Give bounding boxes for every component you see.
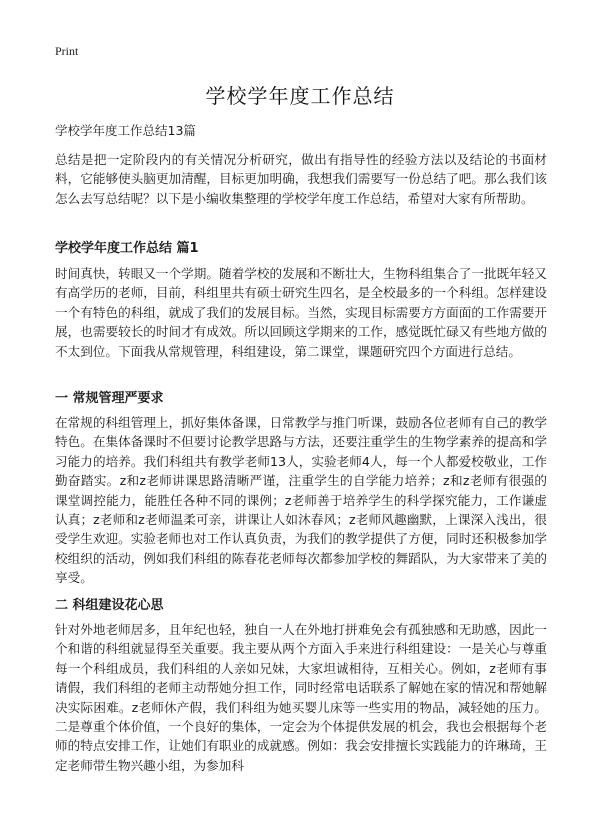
- document-title: 学校学年度工作总结: [205, 84, 395, 108]
- intro-paragraph: 总结是把一定阶段内的有关情况分析研究，做出有指导性的经验方法以及结论的书面材料，它能够使头脑更加清醒，目标更加明确，我想我们需要写一份总结了吧。那么我们该怎么去写总结呢？以下是小编收集整理的学校学年度工作总结，希望对大家有所帮助。: [55, 152, 547, 206]
- section-heading: 学校学年度工作总结 篇1: [55, 241, 199, 256]
- print-label[interactable]: Print: [55, 44, 79, 58]
- heading-routine-management: 一 常规管理严要求: [55, 391, 164, 406]
- heading-group-building: 二 科组建设花心思: [55, 598, 164, 613]
- document-subtitle: 学校学年度工作总结13篇: [55, 123, 196, 138]
- paragraph-group-building: 针对外地老师居多，且年纪也轻，独自一人在外地打拼难免会有孤独感和无助感，因此一个和谐的科组就显得至关重要。我主要从两个方面入手来进行科组建设：一是关心与尊重每一个科组成员，我们科组的人亲如兄妹，大家坦诚相待，互相关心。例如，z老师有事请假，我们科组的老师主动帮她分担工作，同时经常电话联系了解她在家的情况和帮她解决实际困难。z老师休产假，我们科组为她买婴儿床等一些实用的物品，减轻她的压力。二是尊重个体价值，一个良好的集体，一定会为个体提供发展的机会，我也会根据每个老师的特点安排工作，让她们有职业的成就感。例如：我会安排擅长实践能力的许琳琦，王定老师带生物兴趣小组，为参加科: [55, 622, 547, 773]
- paragraph-routine-management: 在常规的科组管理上，抓好集体备课，日常教学与推门听课，鼓励各位老师有自己的教学特色。在集体备课时不但要讨论教学思路与方法，还要注重学生的生物学素养的提高和学习能力的培养。我们科组共有教学老师13人，实验老师4人，每一个人都爱校敬业，工作勤奋踏实。z和z老师讲课思路清晰严谨，注重学生的自学能力培养；z和z老师有很强的课堂调控能力，能胜任各种不同的课例；z老师善于培养学生的科学探究能力，工作谦虚认真；z老师和z老师温柔可亲，讲课让人如沐春风；z老师风趣幽默，上课深入浅出，很受学生欢迎。实验老师也对工作认真负责，为我们的教学提供了方便，同时还积极参加学校组织的活动，例如我们科组的陈春花老师每次都参加学校的舞蹈队，为大家带来了美的享受。: [55, 415, 547, 586]
- section-paragraph: 时间真快，转眼又一个学期。随着学校的发展和不断壮大，生物科组集合了一批既年轻又有高学历的老师，目前，科组里共有硕士研究生四名，是全校最多的一个科组。怎样建设一个有特色的科组，就成了我们的发展目标。当然，实现目标需要方方面面的工作需要开展，也需要较长的时间才有成效。所以回顾这学期来的工作，感觉既忙碌又有些地方做的不太到位。下面我从常规管理，科组建设，第二课堂，课题研究四个方面进行总结。: [55, 266, 547, 359]
